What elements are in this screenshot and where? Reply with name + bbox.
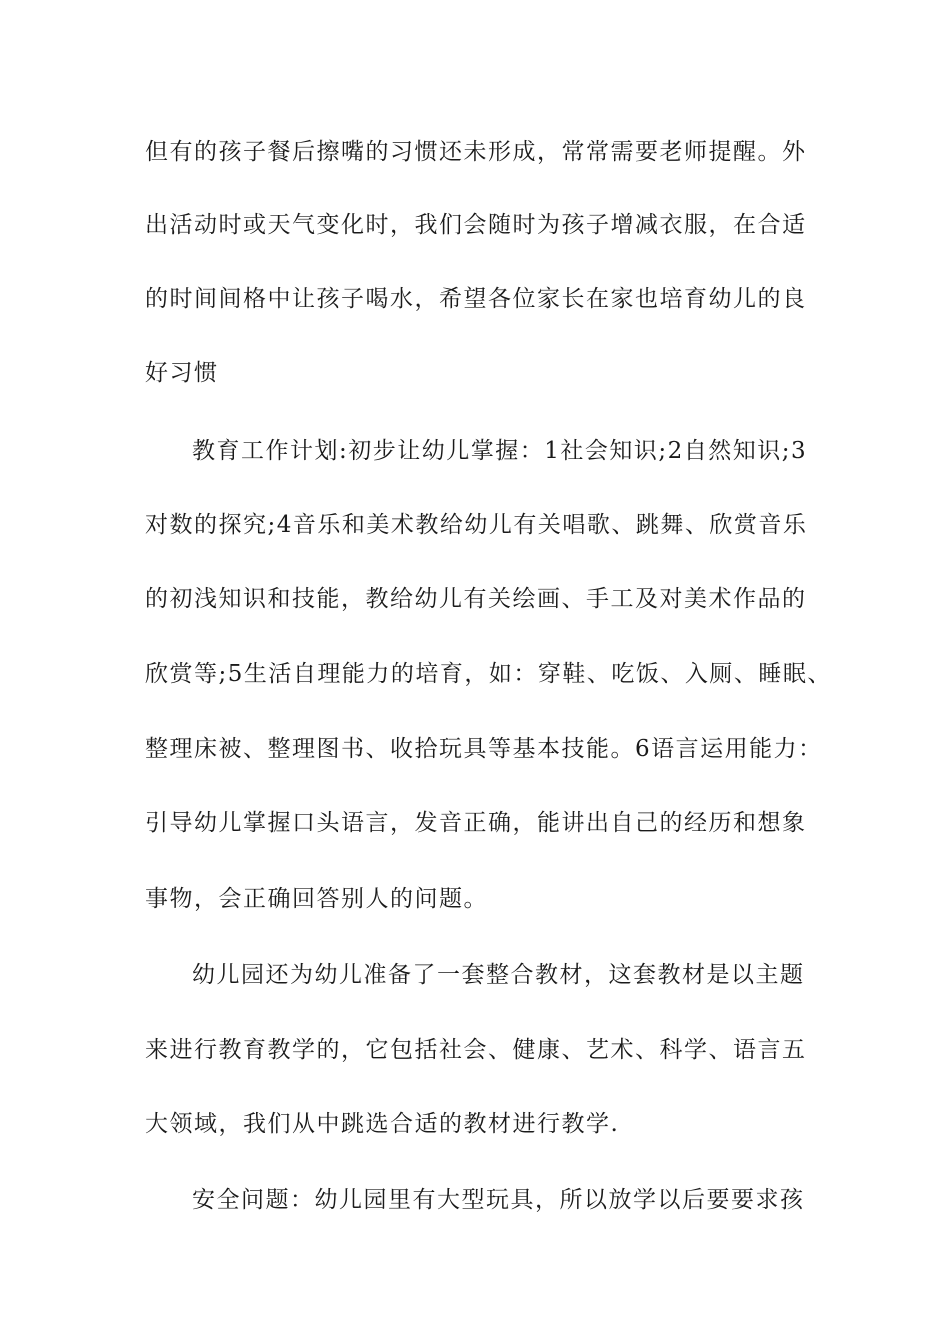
text-line: 引导幼儿掌握口头语言，发音正确，能讲出自己的经历和想象 bbox=[145, 810, 807, 836]
text-line: 好习惯 bbox=[145, 360, 219, 386]
text-line: 但有的孩子餐后擦嘴的习惯还未形成，常常需要老师提醒。外 bbox=[145, 139, 807, 165]
paragraph-start-line: 安全问题：幼儿园里有大型玩具，所以放学以后要要求孩 bbox=[192, 1187, 805, 1213]
text-line: 事物，会正确回答别人的问题。 bbox=[145, 886, 488, 912]
text-line: 对数的探究;4音乐和美术教给幼儿有关唱歌、跳舞、欣赏音乐 bbox=[145, 512, 808, 538]
text-line: 来进行教育教学的，它包括社会、健康、艺术、科学、语言五 bbox=[145, 1037, 807, 1063]
text-line: 的初浅知识和技能，教给幼儿有关绘画、手工及对美术作品的 bbox=[145, 586, 807, 612]
text-line: 出活动时或天气变化时，我们会随时为孩子增减衣服，在合适 bbox=[145, 212, 807, 238]
text-line: 大领域，我们从中跳选合适的教材进行教学. bbox=[145, 1111, 620, 1137]
text-line: 的时间间格中让孩子喝水，希望各位家长在家也培育幼儿的良 bbox=[145, 286, 807, 312]
text-line: 整理床被、整理图书、收拾玩具等基本技能。6语言运用能力： bbox=[145, 736, 823, 762]
paragraph-start-line: 幼儿园还为幼儿准备了一套整合教材，这套教材是以主题 bbox=[192, 962, 805, 988]
text-line: 欣赏等;5生活自理能力的培育，如：穿鞋、吃饭、入厕、睡眠、 bbox=[145, 661, 832, 687]
paragraph-start-line: 教育工作计划:初步让幼儿掌握：1社会知识;2自然知识;3 bbox=[192, 438, 808, 464]
